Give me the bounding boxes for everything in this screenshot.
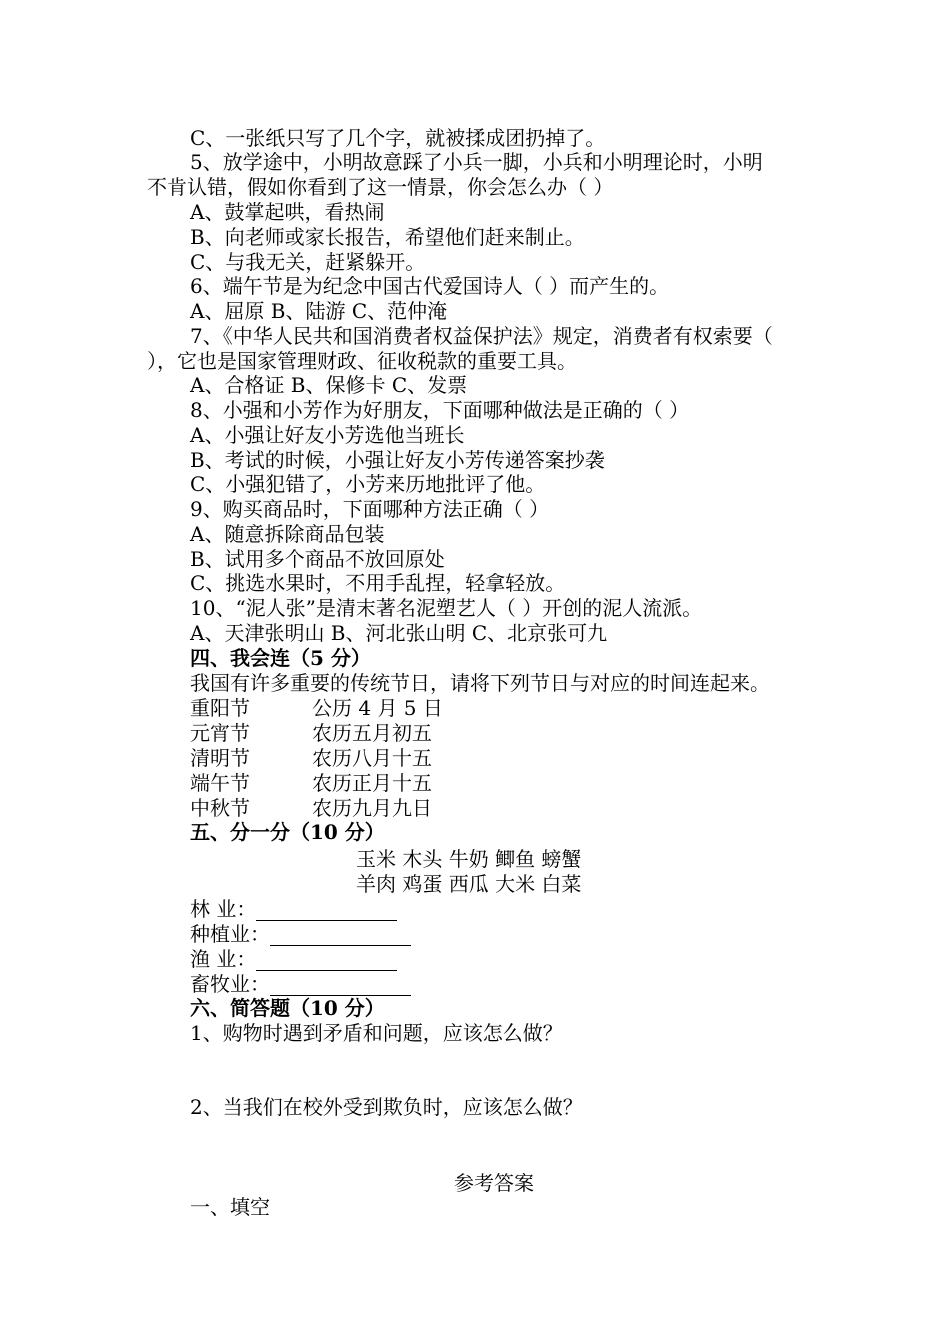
q8-option-b: B、考试的时候，小强让好友小芳传递答案抄袭	[190, 448, 605, 472]
festival-date: 农历五月初五	[312, 721, 432, 745]
q8-option-a: A、小强让好友小芳选他当班长	[190, 423, 465, 447]
festival-name: 清明节	[190, 746, 250, 770]
q6-options: A、屈原 B、陆游 C、范仲淹	[190, 299, 448, 323]
festival-date: 农历八月十五	[312, 746, 432, 770]
q5-option-a: A、鼓掌起哄，看热闹	[190, 200, 385, 224]
category-farming	[190, 922, 411, 946]
festival-name: 中秋节	[190, 796, 250, 820]
festival-date: 农历正月十五	[312, 771, 432, 795]
question-7-line1: 7、《中华人民共和国消费者权益保护法》规定，消费者有权索要（	[190, 324, 773, 348]
question-7-line2: ），它也是国家管理财政、征收税款的重要工具。	[147, 349, 577, 373]
q5-option-b: B、向老师或家长报告，希望他们赶来制止。	[190, 225, 585, 249]
question-5-line2: 不肯认错，假如你看到了这一情景，你会怎么办（ ）	[147, 175, 614, 199]
answer-blank[interactable]	[270, 975, 411, 996]
question-8: 8、小强和小芳作为好朋友，下面哪种做法是正确的（ ）	[190, 398, 690, 422]
items-row-2: 羊肉 鸡蛋 西瓜 大米 白菜	[356, 872, 582, 896]
section-4-title: 四、我会连（5 分）	[190, 646, 371, 670]
question-9: 9、购买商品时，下面哪种方法正确（ ）	[190, 497, 550, 521]
section-5-title: 五、分一分（10 分）	[190, 820, 385, 844]
category-label: 种植业：	[190, 922, 270, 946]
answer-blank[interactable]	[270, 925, 411, 946]
answer-section-1: 一、填空	[190, 1195, 270, 1219]
q9-option-c: C、挑选水果时，不用手乱捏，轻拿轻放。	[190, 571, 566, 595]
section-6-title: 六、简答题（10 分）	[190, 996, 385, 1020]
question-10: 10、“泥人张”是清末著名泥塑艺人（ ）开创的泥人流派。	[190, 596, 703, 620]
festival-name: 元宵节	[190, 721, 250, 745]
festival-name: 端午节	[190, 771, 250, 795]
answer-blank[interactable]	[256, 900, 397, 921]
question-5-line1: 5、放学途中，小明故意踩了小兵一脚，小兵和小明理论时，小明	[190, 150, 763, 174]
festival-name: 重阳节	[190, 696, 250, 720]
category-livestock	[190, 972, 411, 996]
festival-date: 公历 4 月 5 日	[312, 696, 443, 720]
category-label: 林 业：	[190, 897, 257, 921]
items-row-1: 玉米 木头 牛奶 鲫鱼 螃蟹	[356, 847, 582, 871]
category-label: 畜牧业：	[190, 972, 270, 996]
question-6: 6、端午节是为纪念中国古代爱国诗人（ ）而产生的。	[190, 274, 670, 298]
answer-key-title: 参考答案	[454, 1171, 534, 1195]
q5-option-c: C、与我无关，赶紧躲开。	[190, 250, 426, 274]
q9-option-b: B、试用多个商品不放回原处	[190, 547, 445, 571]
q4-option-c: C、一张纸只写了几个字，就被揉成团扔掉了。	[190, 126, 606, 150]
category-forestry	[190, 897, 397, 921]
section-4-intro: 我国有许多重要的传统节日，请将下列节日与对应的时间连起来。	[190, 671, 770, 695]
q7-options: A、合格证 B、保修卡 C、发票	[190, 373, 468, 397]
short-answer-2: 2、当我们在校外受到欺负时，应该怎么做？	[190, 1095, 583, 1119]
q8-option-c: C、小强犯错了，小芳来历地批评了他。	[190, 472, 546, 496]
q9-option-a: A、随意拆除商品包装	[190, 522, 385, 546]
answer-blank[interactable]	[256, 950, 397, 971]
short-answer-1: 1、购物时遇到矛盾和问题，应该怎么做？	[190, 1021, 563, 1045]
category-label: 渔 业：	[190, 947, 257, 971]
q10-options: A、天津张明山 B、河北张山明 C、北京张可九	[190, 621, 608, 645]
festival-date: 农历九月九日	[312, 796, 432, 820]
category-fishery	[190, 947, 397, 971]
